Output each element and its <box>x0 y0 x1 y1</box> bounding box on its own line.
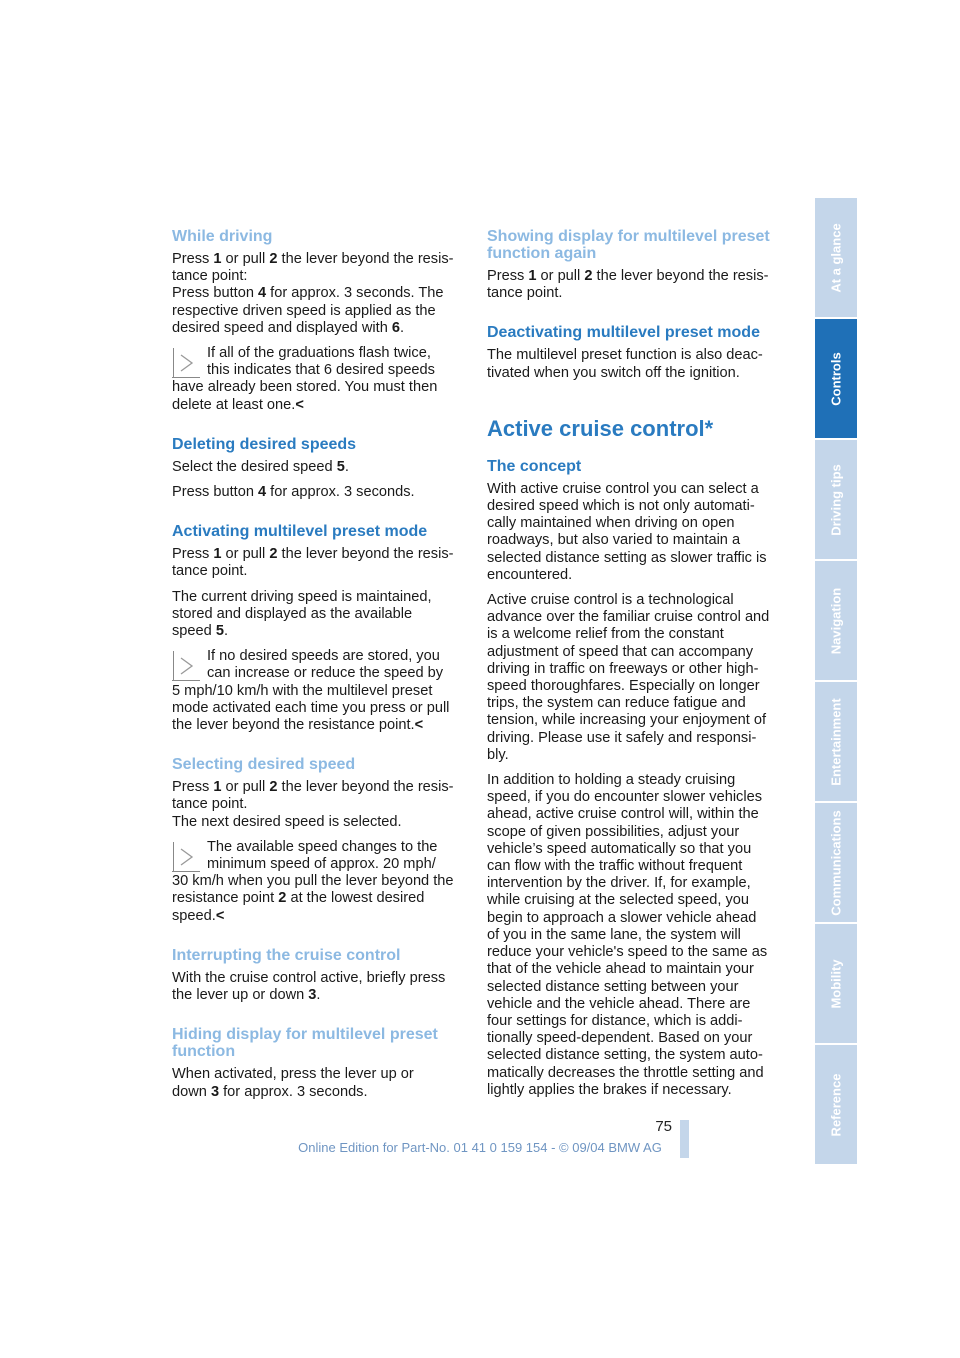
paragraph: Select the desired speed 5. <box>172 458 349 475</box>
footer-text: Online Edition for Part-No. 01 41 0 159 154 - © 09/04 BMW AG <box>298 1140 662 1155</box>
paragraph: Active cruise control is a technological advance over the familiar cruise control and is a welcome relief from the constant adjustment of speed that can accompany driving in traffic on freeways or other high- speed thoroughfares. Especially on longer trips, the system can reduce fatigue and tension, while increasing your enjoyment of driving. Please use it safely and responsi- bly. <box>487 592 770 763</box>
note-block: If all of the graduations flash twice, this indicates that 6 desired speeds have already been stored. You must then delete at least one.< <box>172 345 438 413</box>
right-column <box>487 228 783 1107</box>
tab-communications[interactable]: Communications <box>815 803 857 922</box>
heading-interrupting: Interrupting the cruise control <box>172 946 401 964</box>
page-number: 75 <box>655 1118 672 1135</box>
paragraph: Press 1 or pull 2 the lever beyond the resis- tance point. <box>172 546 454 580</box>
tab-driving-tips[interactable]: Driving tips <box>815 440 857 559</box>
paragraph: In addition to holding a steady cruising speed, if you do encounter slower vehicles ahead, active cruise control will, within the scope of given possibilities, adjust your vehicle’s speed automatically so that you can flow with the traffic without frequent intervention by the driver. If, for example, while cruising at the selected speed, you begin to approach a slower vehicle ahead of you in the same lane, the system will reduce your vehicle's speed to the same as that of the vehicle ahead to maintain your selected distance setting between your vehicle and the vehicle ahead. There are four settings for distance, which is addi- tionally speed-dependent. Based on your selected distance setting, the system auto- matically decreases the throttle setting and lightly applies the brakes if necessary. <box>487 772 768 1098</box>
heading-deleting-speeds: Deleting desired speeds <box>172 435 357 453</box>
paragraph: Press 1 or pull 2 the lever beyond the resis- tance point: Press button 4 for approx. 3 seconds. The respective driven speed is applied as the desired speed and displayed with 6. <box>172 251 454 336</box>
tab-navigation[interactable]: Navigation <box>815 561 857 680</box>
paragraph: The current driving speed is maintained, stored and displayed as the available speed 5. <box>172 588 432 640</box>
paragraph: With active cruise control you can select a desired speed which is not only automati- cally maintained when driving on open roadways, but also varied to maintain a selected distance setting as slower traffic is encountered. <box>487 480 767 583</box>
heading-showing-display: Showing display for multilevel preset function again <box>487 228 770 262</box>
chapter-tabs <box>815 198 857 1166</box>
heading-activating-mode: Activating multilevel preset mode <box>172 523 428 541</box>
note-block: If no desired speeds are stored, you can increase or reduce the speed by 5 mph/10 km/h with the multilevel preset mode activated each time you press or pull the lever beyond the resistance point.< <box>172 648 450 734</box>
left-column <box>172 228 468 1109</box>
paragraph: Press 1 or pull 2 the lever beyond the resis- tance point. The next desired speed is selected. <box>172 779 454 830</box>
paragraph: Press button 4 for approx. 3 seconds. <box>172 484 415 501</box>
tab-controls[interactable]: Controls <box>815 319 857 438</box>
heading-hiding-display: Hiding display for multilevel preset function <box>172 1026 438 1061</box>
note-arrow-icon <box>172 651 200 681</box>
paragraph: The multilevel preset function is also deac- tivated when you switch off the ignition. <box>487 347 763 381</box>
note-arrow-icon <box>172 348 200 378</box>
heading-the-concept: The concept <box>487 457 582 475</box>
note-arrow-icon <box>172 842 200 872</box>
tab-mobility[interactable]: Mobility <box>815 924 857 1043</box>
heading-selecting-speed: Selecting desired speed <box>172 756 356 774</box>
section-title-active-cruise-control: Active cruise control* <box>487 415 714 441</box>
paragraph: Press 1 or pull 2 the lever beyond the resis- tance point. <box>487 268 769 302</box>
heading-while-driving: While driving <box>172 228 273 245</box>
note-block: The available speed changes to the minimum speed of approx. 20 mph/ 30 km/h when you pull the lever beyond the resistance point 2 at the lowest desired speed.< <box>172 838 454 924</box>
paragraph: With the cruise control active, briefly press the lever up or down 3. <box>172 969 446 1004</box>
tab-entertainment[interactable]: Entertainment <box>815 682 857 801</box>
tab-reference[interactable]: Reference <box>815 1045 857 1164</box>
tab-at-a-glance[interactable]: At a glance <box>815 198 857 317</box>
paragraph: When activated, press the lever up or down 3 for approx. 3 seconds. <box>172 1066 414 1100</box>
heading-deactivating-mode: Deactivating multilevel preset mode <box>487 324 760 342</box>
